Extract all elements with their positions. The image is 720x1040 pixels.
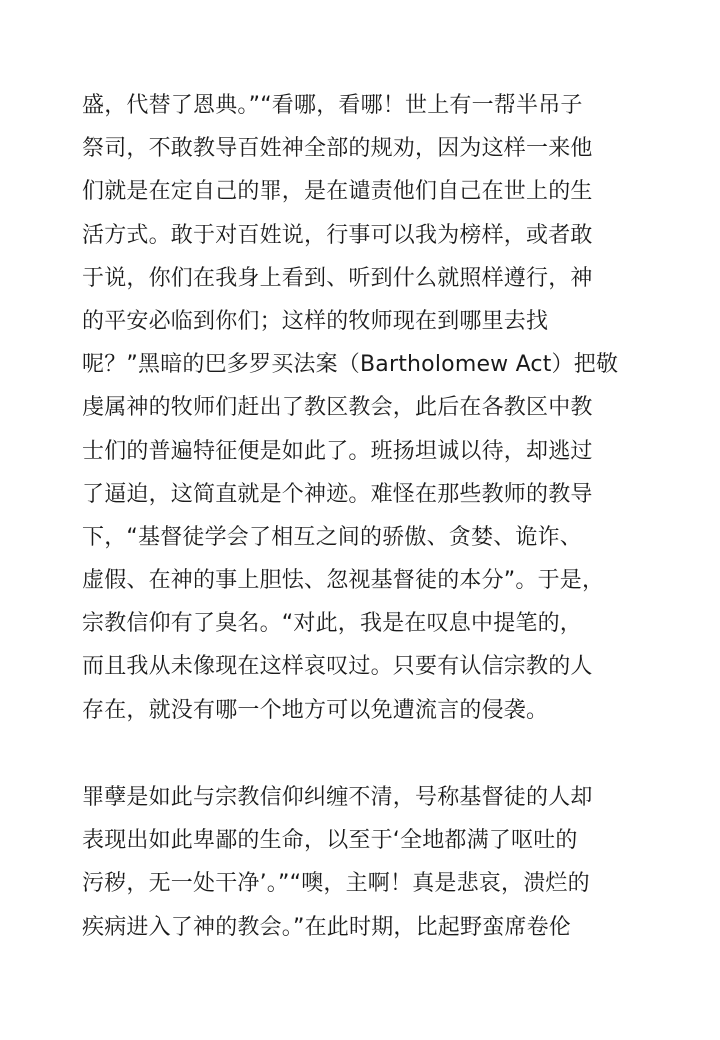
- text-line: 而且我从未像现在这样哀叹过。只要有认信宗教的人: [82, 654, 593, 680]
- text-line: 存在，就没有哪一个地方可以免遭流言的侵袭。: [82, 697, 549, 723]
- text-line: 污秽，无一处干净’。”“噢，主啊！真是悲哀，溃烂的: [82, 871, 590, 897]
- paragraph-1: [82, 84, 642, 732]
- text-line: 罪孽是如此与宗教信仰纠缠不清，号称基督徒的人却: [82, 785, 593, 810]
- text-line: 表现出如此卑鄙的生命，以至于‘全地都满了呕吐的: [82, 828, 578, 854]
- paragraph-2: [82, 776, 642, 949]
- text-line: 虔属神的牧师们赶出了教区教会，此后在各教区中教: [82, 395, 593, 421]
- text-line: 于说，你们在我身上看到、听到什么就照样遵行，神: [82, 265, 593, 291]
- text-line: 活方式。敢于对百姓说，行事可以我为榜样，或者敢: [82, 222, 593, 248]
- text-line: 们就是在定自己的罪，是在谴责他们自己在世上的生: [82, 179, 593, 205]
- text-line: 士们的普遍特征便是如此了。班扬坦诚以待，却逃过: [82, 438, 593, 464]
- text-line: 盛，代替了恩典。”“看哪，看哪！世上有一帮半吊子: [82, 93, 583, 118]
- text-line: 疾病进入了神的教会。”在此时期，比起野蛮席卷伦: [82, 914, 571, 940]
- text-line: 呢？”黑暗的巴多罗买法案（Bartholomew Act）把敬: [82, 352, 619, 378]
- text-line: 祭司，不敢教导百姓神全部的规劝，因为这样一来他: [82, 136, 593, 162]
- text-line: 宗教信仰有了臭名。“对此，我是在叹息中提笔的，: [82, 611, 582, 637]
- text-line: 的平安必临到你们；这样的牧师现在到哪里去找: [82, 308, 549, 334]
- text-line: 了逼迫，这简直就是个神迹。难怪在那些教师的教导: [82, 481, 593, 507]
- text-line: 下，“基督徒学会了相互之间的骄傲、贪婪、诡诈、: [82, 524, 582, 550]
- text-line: 虚假、在神的事上胆怯、忽视基督徒的本分”。于是，: [82, 568, 605, 594]
